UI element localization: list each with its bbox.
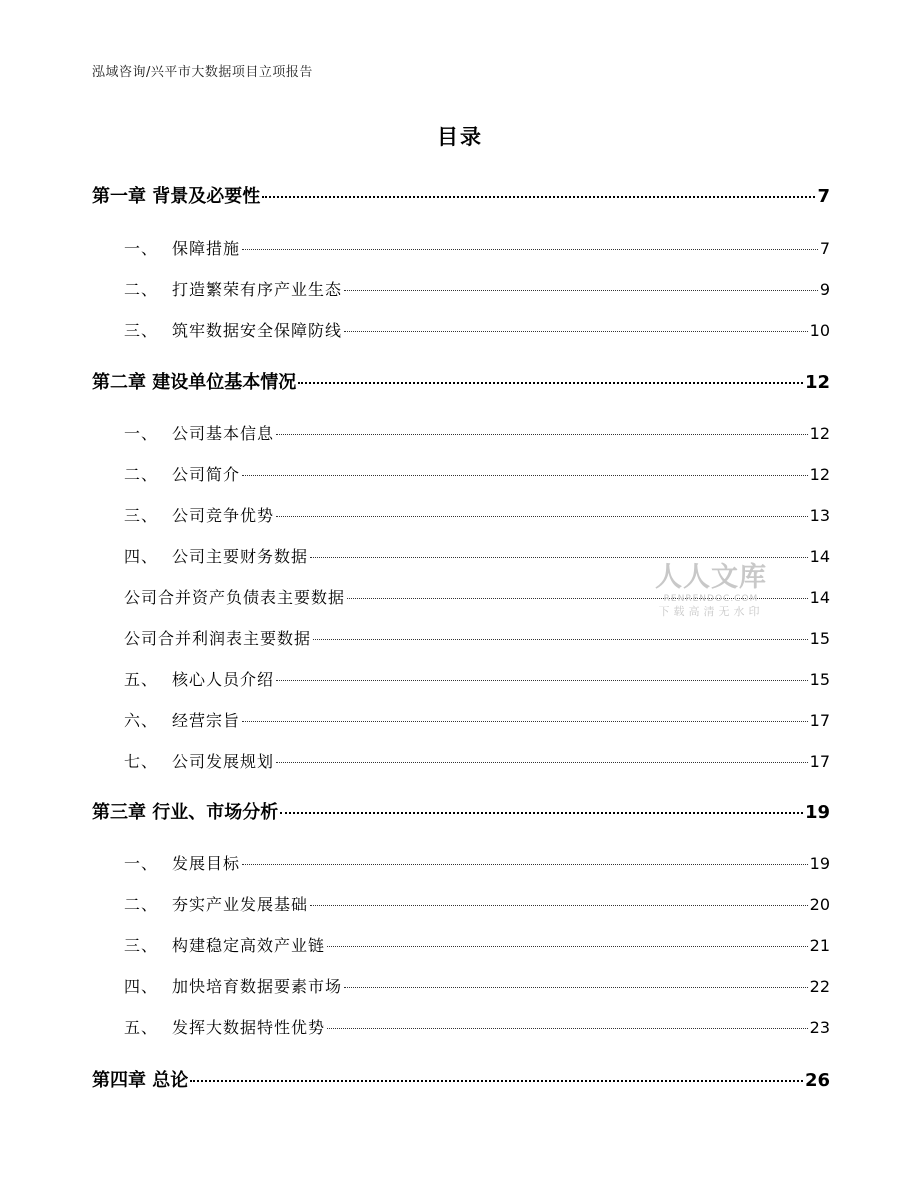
toc-section[interactable] (124, 462, 830, 485)
toc-page-number: 7 (819, 239, 830, 258)
toc-section[interactable] (124, 236, 830, 259)
toc-leader-dots (310, 905, 808, 906)
toc-entry-label: 经营宗旨 (172, 711, 241, 730)
toc-page-number: 10 (809, 321, 830, 340)
toc-entry-label: 保障措施 (172, 239, 241, 258)
toc-leader-dots (262, 196, 815, 198)
toc-chapter-4[interactable] (92, 1066, 830, 1092)
toc-page-number: 15 (809, 670, 830, 689)
toc-section-number: 五、 (124, 670, 159, 689)
toc-leader-dots (327, 946, 808, 947)
toc-section[interactable] (124, 503, 830, 526)
toc-page-number: 14 (809, 547, 830, 566)
toc-page-number: 21 (809, 936, 830, 955)
toc-leader-dots (313, 639, 808, 640)
toc-entry-label: 第四章 总论 (92, 1070, 189, 1091)
toc-section[interactable] (124, 974, 830, 997)
toc-leader-dots (242, 249, 818, 250)
toc-page-number: 22 (809, 977, 830, 996)
toc-leader-dots (310, 557, 808, 558)
toc-leader-dots (276, 516, 808, 517)
toc-section-number: 三、 (124, 506, 159, 525)
toc-entry-label: 公司基本信息 (172, 424, 275, 443)
toc-leader-dots (344, 987, 808, 988)
watermark-logo-text: 人人文库 (655, 562, 767, 593)
toc-entry-label: 发挥大数据特性优势 (172, 1018, 326, 1037)
toc-section[interactable] (124, 667, 830, 690)
toc-section-number: 三、 (124, 321, 159, 340)
toc-page-number: 12 (809, 424, 830, 443)
toc-page-number: 19 (804, 802, 830, 823)
toc-entry-label: 第三章 行业、市场分析 (92, 802, 279, 823)
toc-section-number: 六、 (124, 711, 159, 730)
toc-section-number: 四、 (124, 977, 159, 996)
toc-section[interactable] (124, 933, 830, 956)
toc-entry-label: 公司简介 (172, 465, 241, 484)
toc-section-number: 一、 (124, 854, 159, 873)
toc-leader-dots (276, 434, 808, 435)
watermark-url: RENRENDOC.COM (663, 594, 759, 604)
toc-chapter-3[interactable] (92, 798, 830, 824)
toc-leader-dots (344, 331, 808, 332)
toc-page-number: 20 (809, 895, 830, 914)
toc-entry-label: 第一章 背景及必要性 (92, 186, 261, 207)
toc-section-number: 二、 (124, 465, 159, 484)
toc-page-number: 7 (817, 186, 830, 207)
toc-section-number: 四、 (124, 547, 159, 566)
toc-entry-label: 公司合并利润表主要数据 (124, 629, 312, 648)
toc-leader-dots (242, 721, 808, 722)
toc-leader-dots (242, 475, 808, 476)
toc-chapter-1[interactable] (92, 182, 830, 208)
running-header: 泓域咨询/兴平市大数据项目立项报告 (92, 65, 313, 80)
toc-page-number: 13 (809, 506, 830, 525)
toc-page-number: 17 (809, 711, 830, 730)
toc-section-number: 一、 (124, 424, 159, 443)
toc-title: 目录 (437, 125, 483, 149)
toc-section[interactable] (124, 708, 830, 731)
toc-entry-label: 筑牢数据安全保障防线 (172, 321, 343, 340)
toc-section[interactable] (124, 851, 830, 874)
toc-entry-label: 构建稳定高效产业链 (172, 936, 326, 955)
toc-leader-dots (327, 1028, 808, 1029)
watermark-subtitle: 下载高清无水印 (658, 605, 764, 618)
toc-entry-label: 公司合并资产负债表主要数据 (124, 588, 346, 607)
toc-section-number: 七、 (124, 752, 159, 771)
toc-leader-dots (298, 382, 803, 384)
toc-leader-dots (190, 1080, 803, 1082)
toc-section-number: 一、 (124, 239, 159, 258)
toc-section-number: 二、 (124, 895, 159, 914)
toc-page-number: 12 (809, 465, 830, 484)
toc-page-number: 14 (809, 588, 830, 607)
toc-section[interactable] (124, 421, 830, 444)
toc-entry-label: 公司主要财务数据 (172, 547, 309, 566)
toc-entry-label: 打造繁荣有序产业生态 (172, 280, 343, 299)
toc-leader-dots (276, 680, 808, 681)
toc-page-number: 15 (809, 629, 830, 648)
toc-section[interactable] (124, 318, 830, 341)
watermark (646, 563, 776, 619)
toc-section[interactable] (124, 277, 830, 300)
toc-page-number: 17 (809, 752, 830, 771)
toc-leader-dots (276, 762, 808, 763)
toc-page-number: 23 (809, 1018, 830, 1037)
toc-subsection[interactable] (124, 626, 830, 649)
toc-section[interactable] (124, 892, 830, 915)
toc-page-number: 19 (809, 854, 830, 873)
toc-entry-label: 加快培育数据要素市场 (172, 977, 343, 996)
toc-leader-dots (242, 864, 808, 865)
toc-entry-label: 公司竞争优势 (172, 506, 275, 525)
toc-section-number: 三、 (124, 936, 159, 955)
toc-leader-dots (280, 812, 803, 814)
toc-section[interactable] (124, 749, 830, 772)
toc-leader-dots (344, 290, 818, 291)
toc-section-number: 五、 (124, 1018, 159, 1037)
toc-entry-label: 第二章 建设单位基本情况 (92, 372, 297, 393)
toc-page-number: 12 (804, 372, 830, 393)
toc-page-number: 26 (804, 1070, 830, 1091)
toc-entry-label: 发展目标 (172, 854, 241, 873)
toc-section[interactable] (124, 1015, 830, 1038)
toc-entry-label: 核心人员介绍 (172, 670, 275, 689)
toc-page-number: 9 (819, 280, 830, 299)
toc-entry-label: 公司发展规划 (172, 752, 275, 771)
toc-entry-label: 夯实产业发展基础 (172, 895, 309, 914)
toc-section-number: 二、 (124, 280, 159, 299)
toc-chapter-2[interactable] (92, 368, 830, 394)
